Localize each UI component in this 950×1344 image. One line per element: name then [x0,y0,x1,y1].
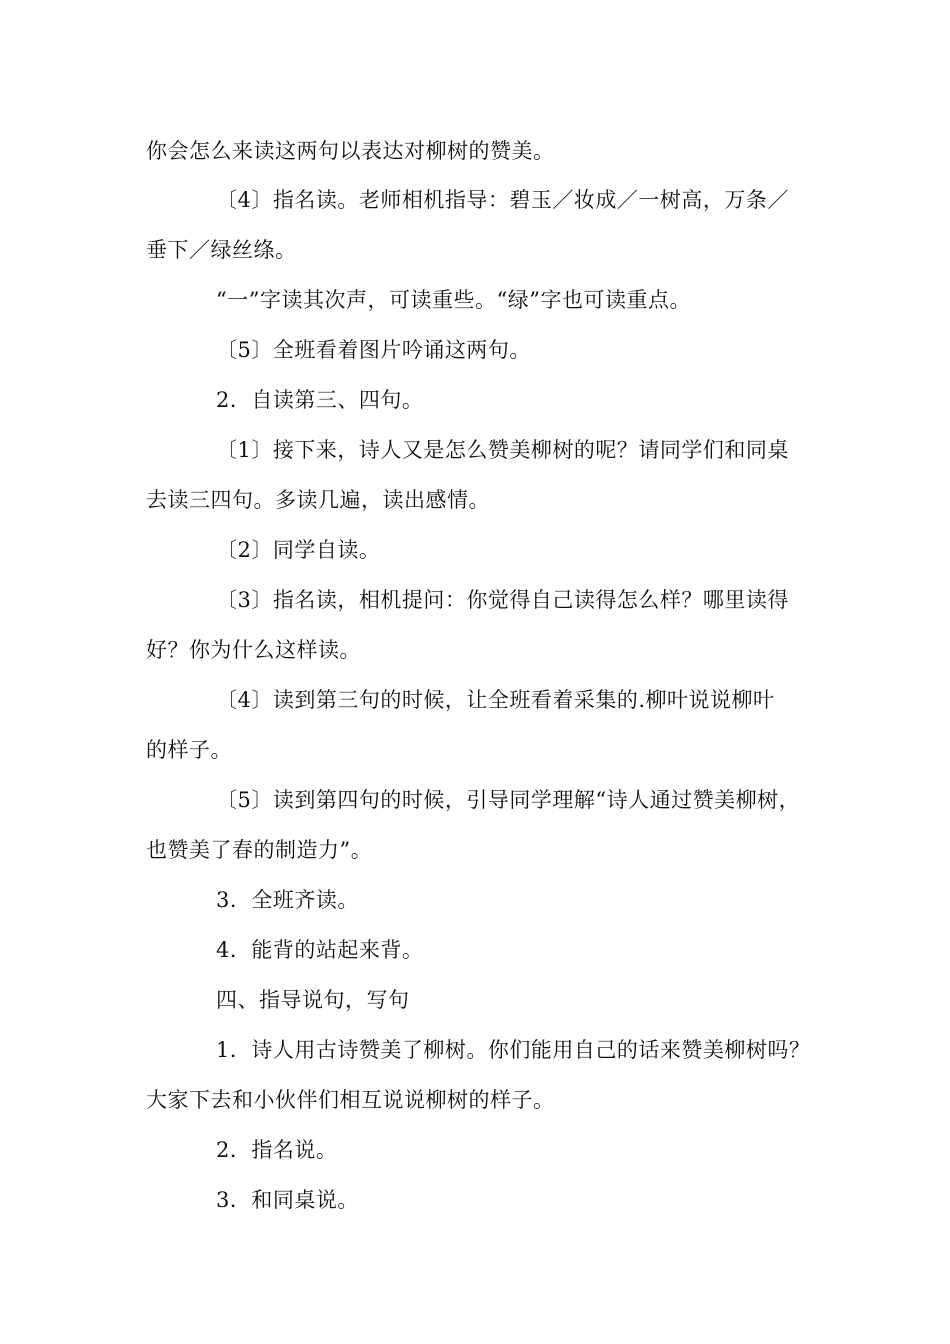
text-line: 〔5〕读到第四句的时候，引导同学理解“诗人通过赞美柳树， [216,788,801,812]
text-line: 好？你为什么这样读。 [146,638,361,662]
text-line: 〔2〕同学自读。 [216,538,381,562]
text-line: 的样子。 [146,738,232,762]
text-line: 4．能背的站起来背。 [216,938,424,962]
section-heading: 四、指导说句，写句 [216,988,410,1012]
text-line: 2．指名说。 [216,1138,338,1162]
text-line: 〔1〕接下来，诗人又是怎么赞美柳树的呢？请同学们和同桌 [216,438,789,462]
text-line: 〔4〕读到第三句的时候，让全班看着采集的.柳叶说说柳叶 [216,688,775,712]
text-line: 去读三四句。多读几遍，读出感情。 [146,488,490,512]
text-line: 1．诗人用古诗赞美了柳树。你们能用自己的话来赞美柳树吗？ [216,1038,811,1062]
text-line: 你会怎么来读这两句以表达对柳树的赞美。 [146,139,555,163]
text-line: “一”字读其次声，可读重些。“绿”字也可读重点。 [216,288,691,312]
text-line: 2．自读第三、四句。 [216,388,424,412]
text-line: 〔5〕全班看着图片吟诵这两句。 [216,338,531,362]
text-line: 〔4〕指名读。老师相机指导：碧玉／妆成／一树高，万条／ [216,188,789,212]
text-line: 大家下去和小伙伴们相互说说柳树的样子。 [146,1088,555,1112]
text-line: 3．全班齐读。 [216,888,359,912]
text-line: 也赞美了春的制造力”。 [146,838,373,862]
text-line: 〔3〕指名读，相机提问：你觉得自己读得怎么样？哪里读得 [216,588,789,612]
text-line: 3．和同桌说。 [216,1188,359,1212]
text-line: 垂下／绿丝绦。 [146,238,297,262]
